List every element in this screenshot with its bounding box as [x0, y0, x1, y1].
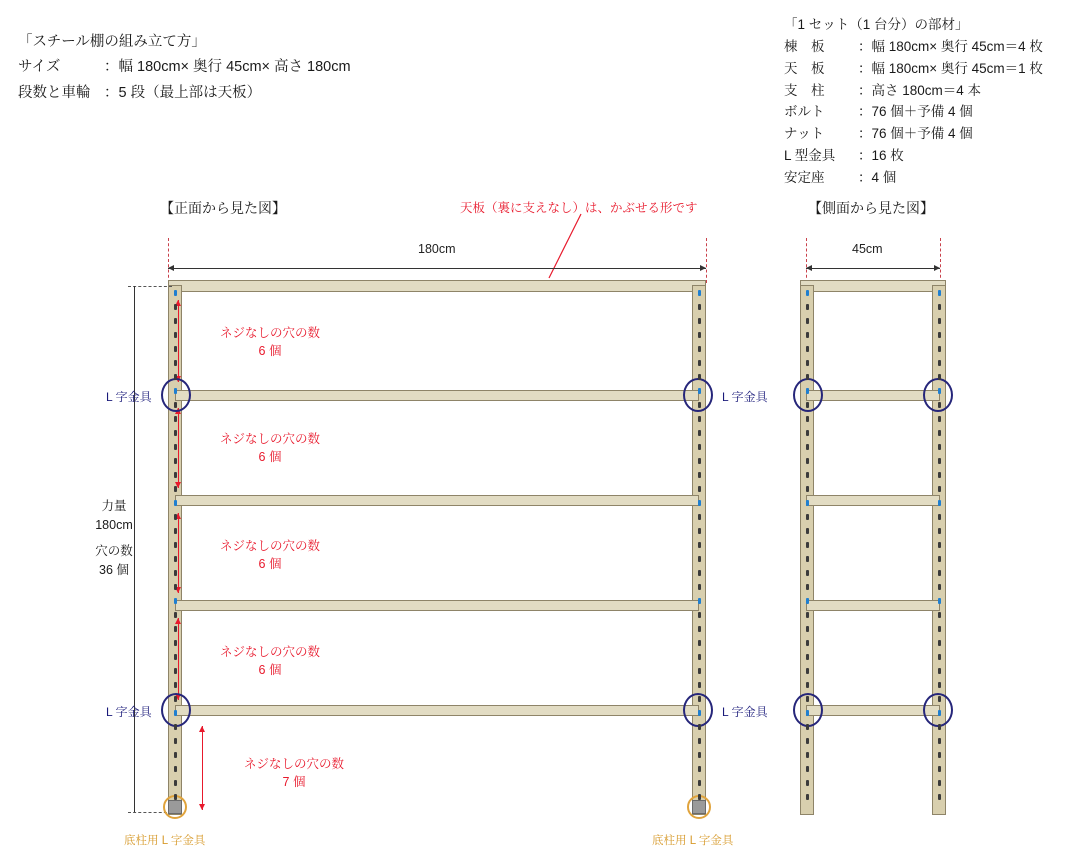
post-hole — [806, 290, 809, 296]
side-top-board — [800, 280, 946, 292]
parts-value: ：16 枚 — [858, 148, 904, 164]
post-hole — [698, 710, 701, 716]
gap-note-2 — [185, 430, 355, 466]
parts-heading: 「1 セット（1 台分）の部材」 — [784, 17, 969, 32]
post-hole — [806, 738, 809, 744]
l-bracket-label-front-left-top: L 字金具 — [106, 390, 152, 404]
post-hole — [938, 486, 941, 492]
gap-note-line2: 6 個 — [258, 344, 282, 359]
post-hole — [698, 598, 701, 604]
post-hole — [698, 794, 701, 800]
post-hole — [698, 416, 701, 422]
parts-value: ：高さ 180cm＝4 本 — [858, 82, 982, 98]
post-hole — [938, 696, 941, 702]
post-hole — [174, 528, 177, 534]
post-hole — [698, 556, 701, 562]
height-label: 力量 — [101, 499, 127, 513]
holes-label-block — [84, 542, 144, 580]
gap-arrow-2 — [178, 408, 179, 488]
front-dim-guide-left — [168, 238, 169, 283]
post-hole — [174, 388, 177, 394]
side-depth-label: 45cm — [852, 242, 883, 256]
parts-label: 棟 板 — [784, 38, 825, 54]
post-hole — [174, 766, 177, 772]
post-hole — [938, 682, 941, 688]
post-hole — [174, 556, 177, 562]
post-hole — [698, 570, 701, 576]
post-hole — [698, 388, 701, 394]
parts-value: ：幅 180cm× 奥行 45cm＝4 枚 — [858, 38, 1043, 54]
post-hole — [806, 458, 809, 464]
post-hole — [174, 374, 177, 380]
post-hole — [938, 570, 941, 576]
gap-note-line2: 6 個 — [258, 663, 282, 678]
foot-bracket-label-right: 底柱用 L 字金具 — [652, 835, 734, 847]
post-hole — [174, 738, 177, 744]
l-bracket-label-front-right-bottom: L 字金具 — [722, 705, 768, 719]
parts-label: ナット — [784, 126, 825, 142]
post-hole — [806, 514, 809, 520]
post-hole — [698, 430, 701, 436]
post-hole — [806, 598, 809, 604]
parts-value: ：76 個＋予備 4 個 — [858, 126, 973, 142]
post-hole — [938, 640, 941, 646]
front-shelf-2 — [175, 495, 699, 506]
post-hole — [938, 654, 941, 660]
post-hole — [806, 626, 809, 632]
parts-row — [784, 36, 1043, 58]
post-hole — [938, 584, 941, 590]
gap-note-line1: ネジなしの穴の数 — [219, 326, 320, 340]
post-hole — [698, 360, 701, 366]
post-hole — [174, 780, 177, 786]
post-hole — [938, 458, 941, 464]
title-line: 「スチール棚の組み立て方」 — [18, 34, 206, 50]
size-line — [18, 55, 351, 80]
post-hole — [938, 500, 941, 506]
front-shelf-4 — [175, 705, 699, 716]
post-hole — [938, 528, 941, 534]
post-hole — [698, 780, 701, 786]
post-hole — [698, 332, 701, 338]
post-hole — [174, 486, 177, 492]
side-dim-guide-right — [940, 238, 941, 283]
post-hole — [698, 318, 701, 324]
height-value: 180cm — [95, 517, 133, 532]
post-hole — [806, 696, 809, 702]
post-hole — [806, 528, 809, 534]
post-hole — [806, 416, 809, 422]
post-hole — [174, 584, 177, 590]
title-block — [18, 30, 351, 106]
post-hole — [698, 374, 701, 380]
post-hole — [174, 654, 177, 660]
gap-note-line1: ネジなしの穴の数 — [219, 645, 320, 659]
side-view-caption: 【側面から見た図】 — [808, 200, 934, 216]
post-hole — [938, 766, 941, 772]
post-hole — [806, 374, 809, 380]
post-hole — [806, 766, 809, 772]
post-hole — [938, 416, 941, 422]
post-hole — [174, 290, 177, 296]
post-hole — [174, 724, 177, 730]
gap-note-5 — [209, 755, 379, 791]
parts-row — [784, 58, 1043, 80]
post-hole — [698, 724, 701, 730]
post-hole — [174, 640, 177, 646]
gap-arrow-1 — [178, 300, 179, 382]
post-hole — [938, 430, 941, 436]
side-shelf-4 — [806, 705, 940, 716]
height-label-block — [84, 497, 144, 535]
post-hole — [698, 542, 701, 548]
gap-note-3 — [185, 537, 355, 573]
post-hole — [174, 346, 177, 352]
post-hole — [174, 332, 177, 338]
post-hole — [698, 766, 701, 772]
side-shelf-2 — [806, 495, 940, 506]
post-hole — [174, 458, 177, 464]
post-hole — [806, 682, 809, 688]
parts-row — [784, 101, 1043, 123]
front-dim-guide-right — [706, 238, 707, 283]
post-hole — [698, 290, 701, 296]
holes-value: 36 個 — [99, 562, 129, 577]
post-hole — [938, 710, 941, 716]
side-shelf-3 — [806, 600, 940, 611]
parts-row — [784, 80, 1043, 102]
post-hole — [938, 542, 941, 548]
l-bracket-label-front-right-top: L 字金具 — [722, 390, 768, 404]
post-hole — [698, 738, 701, 744]
parts-row — [784, 123, 1043, 145]
post-hole — [174, 710, 177, 716]
parts-label: 天 板 — [784, 60, 825, 76]
gap-note-1 — [185, 324, 355, 360]
post-hole — [174, 626, 177, 632]
foot-front-right — [692, 800, 706, 814]
front-width-label: 180cm — [418, 242, 456, 256]
post-hole — [806, 794, 809, 800]
parts-row — [784, 167, 1043, 189]
post-hole — [806, 346, 809, 352]
post-hole — [806, 542, 809, 548]
post-hole — [698, 752, 701, 758]
post-hole — [938, 304, 941, 310]
post-hole — [806, 612, 809, 618]
post-hole — [698, 514, 701, 520]
holes-label: 穴の数 — [95, 544, 133, 558]
post-hole — [698, 654, 701, 660]
post-hole — [174, 472, 177, 478]
front-shelf-3 — [175, 600, 699, 611]
parts-list — [784, 14, 1043, 189]
post-hole — [174, 752, 177, 758]
post-hole — [938, 598, 941, 604]
post-hole — [174, 402, 177, 408]
post-hole — [806, 318, 809, 324]
post-hole — [174, 500, 177, 506]
post-hole — [174, 304, 177, 310]
parts-label: 支 柱 — [784, 82, 825, 98]
post-hole — [806, 654, 809, 660]
size-value: ：幅 180cm× 奥行 45cm× 高さ 180cm — [104, 59, 351, 76]
post-hole — [806, 584, 809, 590]
gap-note-line1: ネジなしの穴の数 — [219, 432, 320, 446]
post-hole — [698, 472, 701, 478]
gap-note-line2: 7 個 — [282, 775, 306, 790]
post-hole — [698, 458, 701, 464]
post-hole — [806, 556, 809, 562]
post-hole — [174, 318, 177, 324]
foot-bracket-label-left: 底柱用 L 字金具 — [124, 835, 206, 847]
post-hole — [806, 360, 809, 366]
post-hole — [806, 472, 809, 478]
post-hole — [938, 374, 941, 380]
topboard-leader-line — [545, 212, 585, 282]
post-hole — [174, 416, 177, 422]
gap-note-line2: 6 個 — [258, 450, 282, 465]
post-hole — [698, 626, 701, 632]
post-hole — [938, 612, 941, 618]
post-hole — [938, 444, 941, 450]
gap-note-line2: 6 個 — [258, 557, 282, 572]
post-hole — [938, 794, 941, 800]
gap-note-line1: ネジなしの穴の数 — [219, 539, 320, 553]
post-hole — [938, 402, 941, 408]
side-shelf-1 — [806, 390, 940, 401]
post-hole — [698, 584, 701, 590]
post-hole — [806, 402, 809, 408]
front-view-caption: 【正面から見た図】 — [160, 200, 286, 216]
tiers-label: 段数と車輪 — [18, 84, 91, 101]
post-hole — [938, 626, 941, 632]
post-hole — [174, 444, 177, 450]
front-top-board — [168, 280, 706, 292]
post-hole — [698, 304, 701, 310]
post-hole — [938, 738, 941, 744]
post-hole — [806, 710, 809, 716]
post-hole — [698, 444, 701, 450]
post-hole — [938, 668, 941, 674]
post-hole — [698, 612, 701, 618]
post-hole — [698, 682, 701, 688]
gap-arrow-4 — [178, 618, 179, 700]
post-hole — [806, 640, 809, 646]
post-hole — [174, 360, 177, 366]
post-hole — [698, 668, 701, 674]
post-hole — [174, 598, 177, 604]
topboard-note: 天板（裏に支えなし）は、かぶせる形です — [460, 201, 698, 215]
post-hole — [698, 640, 701, 646]
parts-value: ：76 個＋予備 4 個 — [858, 104, 973, 120]
front-shelf-1 — [175, 390, 699, 401]
post-hole — [806, 752, 809, 758]
post-hole — [806, 724, 809, 730]
parts-row — [784, 145, 1043, 167]
post-hole — [698, 500, 701, 506]
post-hole — [698, 528, 701, 534]
tiers-line — [18, 81, 351, 106]
side-dim-guide-left — [806, 238, 807, 283]
gap-arrow-5 — [202, 726, 203, 810]
post-hole — [938, 290, 941, 296]
post-hole — [938, 360, 941, 366]
post-hole — [806, 388, 809, 394]
post-hole — [174, 612, 177, 618]
post-hole — [174, 514, 177, 520]
post-hole — [806, 780, 809, 786]
post-hole — [806, 500, 809, 506]
post-hole — [938, 346, 941, 352]
gap-note-line1: ネジなしの穴の数 — [243, 757, 344, 771]
post-hole — [698, 346, 701, 352]
post-hole — [174, 682, 177, 688]
parts-label: L 型金具 — [784, 148, 836, 164]
foot-front-left — [168, 800, 182, 814]
post-hole — [938, 556, 941, 562]
post-hole — [698, 696, 701, 702]
post-hole — [938, 332, 941, 338]
post-hole — [174, 668, 177, 674]
post-hole — [806, 444, 809, 450]
post-hole — [174, 794, 177, 800]
post-hole — [174, 430, 177, 436]
post-hole — [938, 752, 941, 758]
post-hole — [806, 430, 809, 436]
post-hole — [806, 570, 809, 576]
parts-value: ：幅 180cm× 奥行 45cm＝1 枚 — [858, 60, 1043, 76]
post-hole — [938, 472, 941, 478]
front-width-arrow — [168, 268, 706, 269]
gap-note-4 — [185, 643, 355, 679]
post-hole — [938, 780, 941, 786]
post-hole — [806, 486, 809, 492]
size-label: サイズ — [18, 59, 61, 76]
parts-label: ボルト — [784, 104, 825, 120]
parts-value: ：4 個 — [858, 170, 897, 186]
post-hole — [174, 542, 177, 548]
post-hole — [806, 304, 809, 310]
l-bracket-label-front-left-bottom: L 字金具 — [106, 705, 152, 719]
post-hole — [806, 332, 809, 338]
post-hole — [806, 668, 809, 674]
post-hole — [698, 402, 701, 408]
parts-label: 安定座 — [784, 170, 825, 186]
post-hole — [698, 486, 701, 492]
side-depth-arrow — [806, 268, 940, 269]
post-hole — [938, 724, 941, 730]
post-hole — [938, 514, 941, 520]
post-hole — [938, 318, 941, 324]
tiers-value: ：5 段（最上部は天板） — [104, 84, 262, 101]
post-hole — [174, 570, 177, 576]
post-hole — [938, 388, 941, 394]
gap-arrow-3 — [178, 513, 179, 593]
post-hole — [174, 696, 177, 702]
